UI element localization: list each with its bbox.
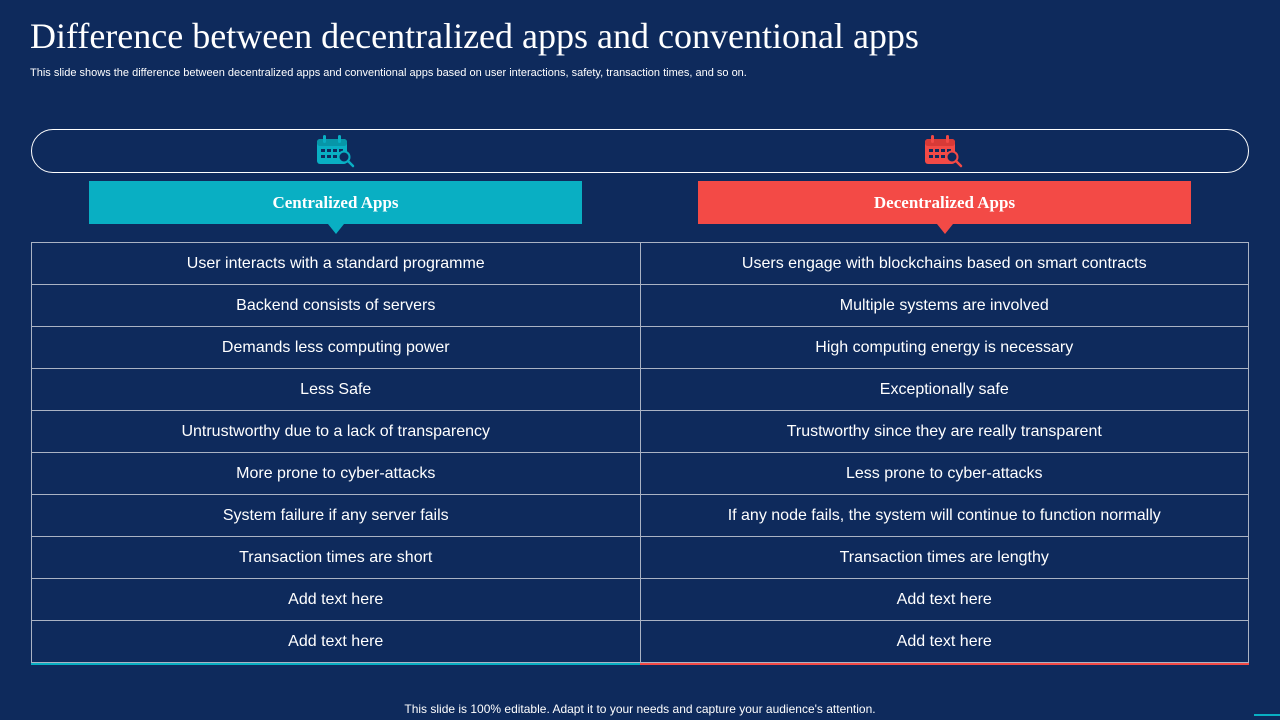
comparison-table (31, 242, 1249, 663)
centralized-cell: Demands less computing power (32, 327, 641, 369)
table-row (32, 327, 1249, 369)
centralized-accent-line (31, 663, 640, 665)
centralized-cell: User interacts with a standard programme (32, 243, 641, 285)
decentralized-cell: If any node fails, the system will continue to function normally (640, 495, 1249, 537)
decentralized-apps-label: Decentralized Apps (873, 192, 1016, 212)
centralized-cell: System failure if any server fails (32, 495, 641, 537)
centralized-cell: Add text here (32, 579, 641, 621)
decentralized-accent-line (640, 663, 1249, 665)
centralized-cell: More prone to cyber-attacks (32, 453, 641, 495)
decentralized-cell: Users engage with blockchains based on smart contracts (640, 243, 1249, 285)
decentralized-cell: High computing energy is necessary (640, 327, 1249, 369)
centralized-apps-label: Centralized Apps (272, 192, 399, 212)
header-pointer (937, 224, 953, 234)
decentralized-cell: Add text here (640, 579, 1249, 621)
header-pointer (328, 224, 344, 234)
decentralized-cell: Exceptionally safe (640, 369, 1249, 411)
centralized-apps-header (89, 181, 582, 224)
centralized-cell: Transaction times are short (32, 537, 641, 579)
decentralized-cell: Multiple systems are involved (640, 285, 1249, 327)
decentralized-apps-header (698, 181, 1191, 224)
decentralized-cell: Transaction times are lengthy (640, 537, 1249, 579)
table-row (32, 243, 1249, 285)
page-title: Difference between decentralized apps and conventional apps (30, 16, 919, 56)
table-row (32, 411, 1249, 453)
centralized-cell: Add text here (32, 621, 641, 663)
decentralized-cell: Add text here (640, 621, 1249, 663)
centralized-cell: Backend consists of servers (32, 285, 641, 327)
calendar-search-icon (923, 133, 963, 169)
table-row (32, 537, 1249, 579)
footer-note: This slide is 100% editable. Adapt it to your needs and capture your audience's attention. (404, 702, 876, 716)
centralized-cell: Less Safe (32, 369, 641, 411)
decentralized-cell: Less prone to cyber-attacks (640, 453, 1249, 495)
table-row (32, 495, 1249, 537)
page-subtitle: This slide shows the difference between decentralized apps and conventional apps based on user interactions, safety, transaction times, and so on. (30, 67, 747, 79)
corner-accent (1254, 714, 1280, 716)
table-row (32, 579, 1249, 621)
table-row (32, 453, 1249, 495)
centralized-cell: Untrustworthy due to a lack of transparency (32, 411, 641, 453)
decentralized-cell: Trustworthy since they are really transparent (640, 411, 1249, 453)
calendar-search-icon (315, 133, 355, 169)
table-row (32, 369, 1249, 411)
header-pill-outline (31, 129, 1249, 173)
table-row (32, 285, 1249, 327)
table-row (32, 621, 1249, 663)
